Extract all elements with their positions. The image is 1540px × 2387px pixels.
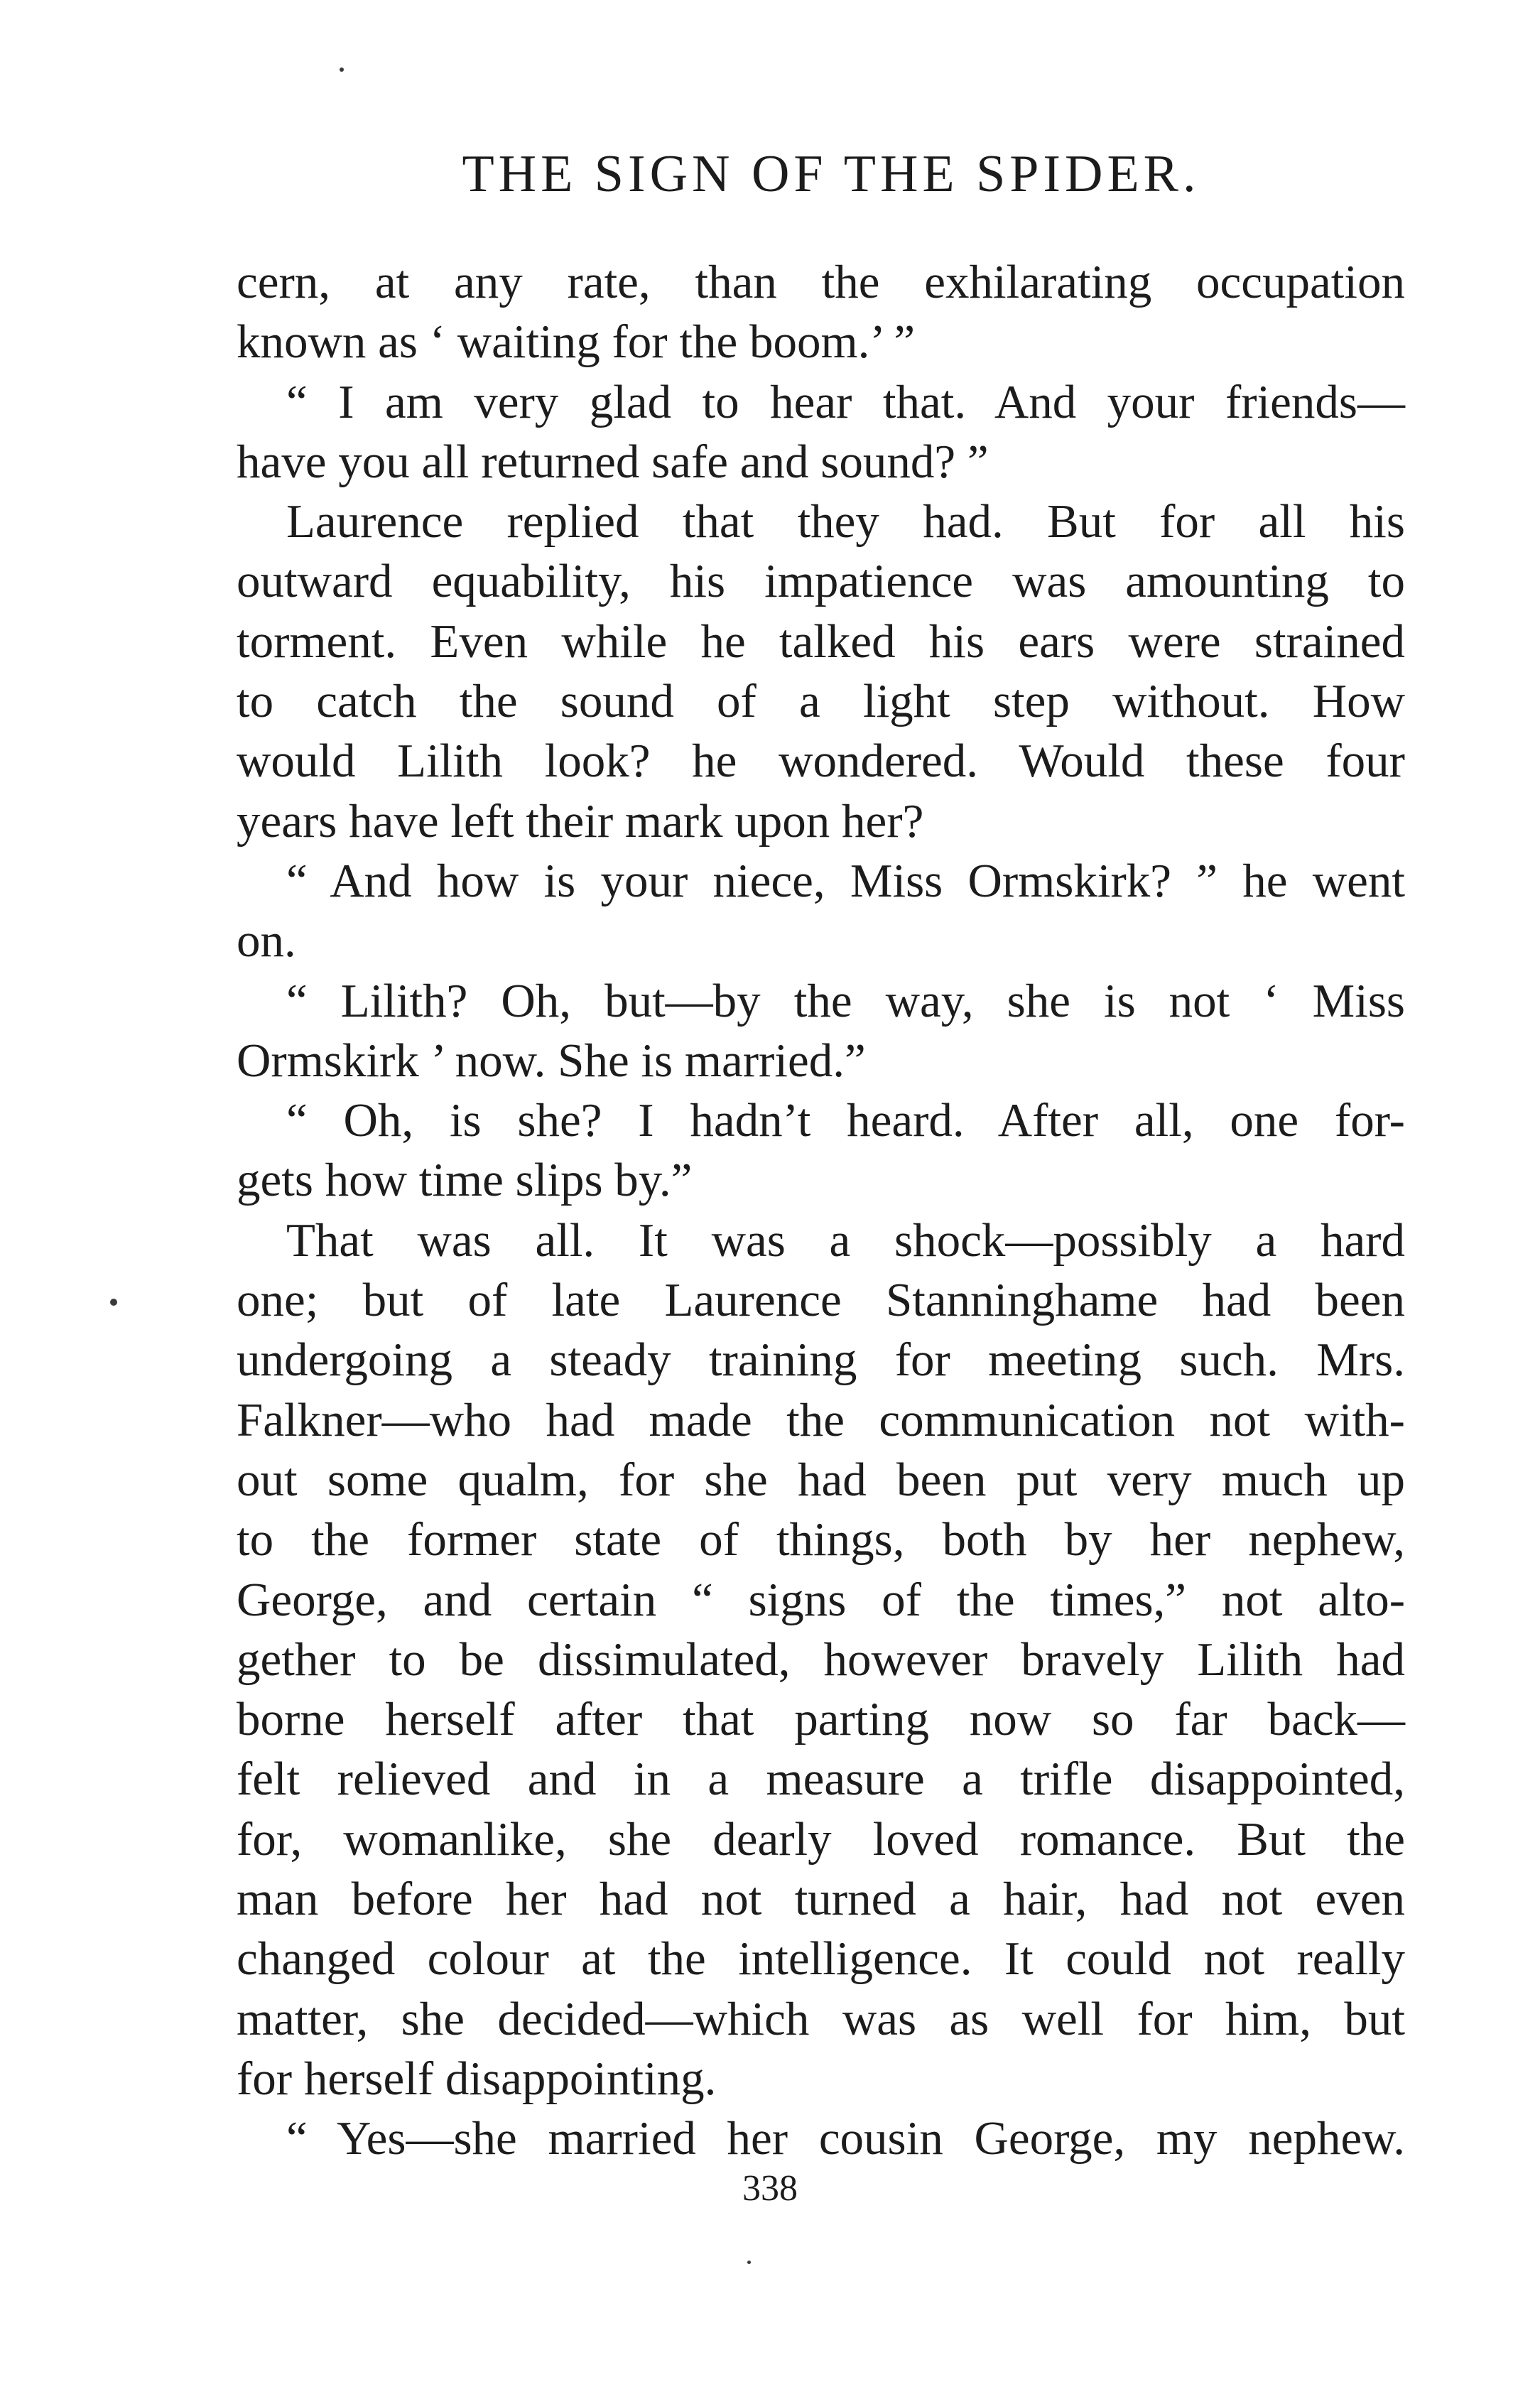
scan-speck [340,67,344,72]
scan-speck [110,1299,117,1306]
text-line: felt relieved and in a measure a trifle disappointed, [237,1753,1405,1806]
text-line: to catch the sound of a light step without. How [237,675,1405,728]
text-line: matter, she decided—which was as well for him, but [237,1992,1405,2045]
body-text [237,252,1405,2169]
text-line: have you all returned safe and sound? ” [237,435,989,488]
text-line: George, and certain “ signs of the times,” not alto- [237,1573,1405,1626]
scan-speck [747,2261,751,2264]
text-line: Ormskirk ’ now. She is married.” [237,1034,866,1087]
text-line: undergoing a steady training for meeting such. Mrs. [237,1333,1405,1387]
text-line: years have left their mark upon her? [237,794,924,848]
text-line: torment. Even while he talked his ears were strained [237,615,1405,668]
text-line: to the former state of things, both by her nephew, [237,1513,1405,1566]
text-line: “ And how is your niece, Miss Ormskirk? ” he went [286,854,1405,907]
text-line: Falkner—who had made the communication not with- [237,1393,1405,1446]
text-line: gether to be dissimulated, however bravely Lilith had [237,1633,1405,1686]
text-line: for herself disappointing. [237,2052,717,2105]
text-line: on. [237,914,296,968]
page-number: 338 [742,2168,798,2209]
text-line: “ I am very glad to hear that. And your friends— [286,375,1405,428]
text-line: changed colour at the intelligence. It could not really [237,1932,1405,1986]
text-line: “ Oh, is she? I hadn’t heard. After all, one for- [286,1094,1405,1147]
text-line: gets how time slips by.” [237,1154,693,1207]
text-line: cern, at any rate, than the exhilarating occupation [237,256,1405,308]
text-line: “ Yes—she married her cousin George, my nephew. [286,2112,1405,2165]
text-line: known as ‘ waiting for the boom.’ ” [237,315,916,369]
running-head: THE SIGN OF THE SPIDER. [462,145,1200,203]
text-line: “ Lilith? Oh, but—by the way, she is not ‘ Miss [286,974,1405,1027]
text-line: borne herself after that parting now so far back— [237,1693,1405,1746]
text-line: outward equability, his impatience was amounting to [237,555,1405,608]
text-line: one; but of late Laurence Stanninghame had been [237,1274,1405,1327]
text-line: out some qualm, for she had been put very much up [237,1453,1405,1506]
text-line: would Lilith look? he wondered. Would these four [237,735,1405,788]
text-line: for, womanlike, she dearly loved romance. But the [237,1812,1405,1866]
text-line: That was all. It was a shock—possibly a hard [286,1213,1405,1267]
text-line: man before her had not turned a hair, had not even [237,1873,1405,1926]
text-line: Laurence replied that they had. But for all his [286,495,1405,548]
